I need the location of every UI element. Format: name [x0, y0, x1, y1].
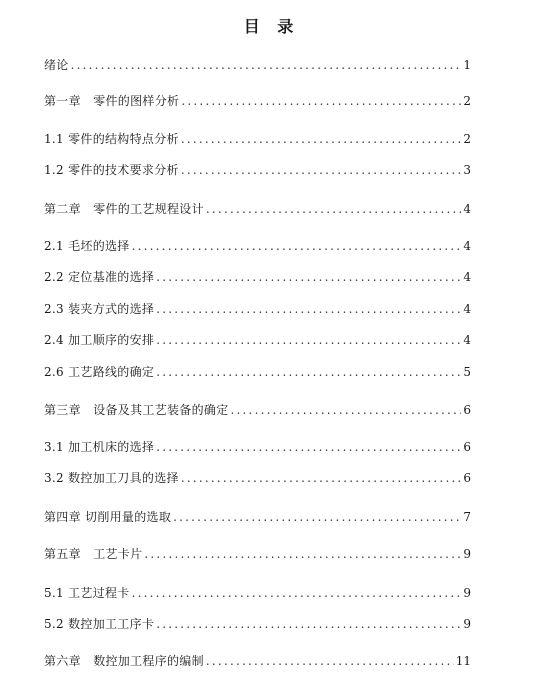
- toc-dot-leader: [181, 470, 462, 486]
- toc-entry: [44, 57, 471, 73]
- toc-entry-label: 第六章 数控加工程序的编制: [44, 654, 204, 668]
- toc-entry: [44, 332, 471, 348]
- toc-dot-leader: [206, 653, 454, 669]
- toc-dot-leader: [156, 269, 461, 285]
- toc-entry-page: 9: [463, 586, 471, 600]
- toc-entry-label: 2.3 装夹方式的选择: [44, 302, 155, 316]
- toc-entry: [44, 364, 471, 380]
- toc-entry-label: 第一章 零件的图样分析: [44, 94, 180, 108]
- toc-dot-leader: [181, 162, 462, 178]
- toc-title: 目 录: [243, 17, 300, 36]
- toc-entry: [44, 269, 471, 285]
- toc-entry: [44, 131, 471, 147]
- toc-entry-page: 11: [455, 654, 471, 668]
- toc-entry: [44, 653, 471, 669]
- toc-entry: [44, 616, 471, 632]
- toc-entry-label: 5.2 数控加工工序卡: [44, 617, 155, 631]
- toc-entry: [44, 439, 471, 455]
- toc-entry: [44, 93, 471, 109]
- toc-entry-page: 4: [463, 202, 471, 216]
- toc-entry-page: 9: [463, 547, 471, 561]
- toc-entry-label: 3.2 数控加工刀具的选择: [44, 471, 179, 485]
- toc-entry-page: 5: [463, 365, 471, 379]
- toc-entry: [44, 585, 471, 601]
- toc-entry-page: 6: [463, 403, 471, 417]
- toc-entry: [44, 162, 471, 178]
- toc-dot-leader: [156, 616, 461, 632]
- toc-entry: [44, 546, 471, 562]
- toc-entry: [44, 238, 471, 254]
- toc-dot-leader: [206, 201, 461, 217]
- toc-entry-label: 绪论: [44, 58, 69, 72]
- toc-entry: [44, 402, 471, 418]
- toc-entry-page: 6: [463, 440, 471, 454]
- toc-entry-page: 4: [463, 333, 471, 347]
- toc-entry-page: 2: [463, 132, 471, 146]
- toc-dot-leader: [173, 509, 461, 525]
- toc-entry-label: 2.6 工艺路线的确定: [44, 365, 155, 379]
- toc-dot-leader: [156, 301, 461, 317]
- toc-entry: [44, 509, 471, 525]
- toc-entry-label: 5.1 工艺过程卡: [44, 586, 130, 600]
- toc-entry-page: 4: [463, 270, 471, 284]
- toc-dot-leader: [71, 57, 462, 73]
- toc-entry-label: 第三章 设备及其工艺装备的确定: [44, 403, 229, 417]
- toc-entry-label: 2.2 定位基准的选择: [44, 270, 155, 284]
- toc-entry-label: 第二章 零件的工艺规程设计: [44, 202, 204, 216]
- toc-entry-page: 9: [463, 617, 471, 631]
- toc-dot-leader: [156, 332, 461, 348]
- toc-entry-page: 3: [463, 163, 471, 177]
- toc-dot-leader: [144, 546, 461, 562]
- toc-entry: [44, 470, 471, 486]
- toc-entry-label: 1.2 零件的技术要求分析: [44, 163, 179, 177]
- toc-entry-label: 2.1 毛坯的选择: [44, 239, 130, 253]
- toc-entry-page: 4: [463, 239, 471, 253]
- toc-entry-label: 第四章 切削用量的选取: [44, 510, 172, 524]
- toc-dot-leader: [156, 439, 461, 455]
- toc-dot-leader: [156, 364, 461, 380]
- toc-entry-page: 7: [463, 510, 471, 524]
- toc-entry-page: 2: [463, 94, 471, 108]
- toc-entry: [44, 301, 471, 317]
- toc-dot-leader: [181, 93, 461, 109]
- toc-dot-leader: [132, 238, 462, 254]
- toc-entry-page: 6: [463, 471, 471, 485]
- toc-entry-label: 2.4 加工顺序的安排: [44, 333, 155, 347]
- toc-dot-leader: [181, 131, 462, 147]
- toc-entry-page: 4: [463, 302, 471, 316]
- toc-entry: [44, 201, 471, 217]
- toc-entry-label: 3.1 加工机床的选择: [44, 440, 155, 454]
- toc-entry-label: 第五章 工艺卡片: [44, 547, 143, 561]
- toc-entry-label: 1.1 零件的结构特点分析: [44, 132, 179, 146]
- toc-dot-leader: [231, 402, 462, 418]
- toc-dot-leader: [132, 585, 462, 601]
- toc-entry-page: 1: [463, 58, 471, 72]
